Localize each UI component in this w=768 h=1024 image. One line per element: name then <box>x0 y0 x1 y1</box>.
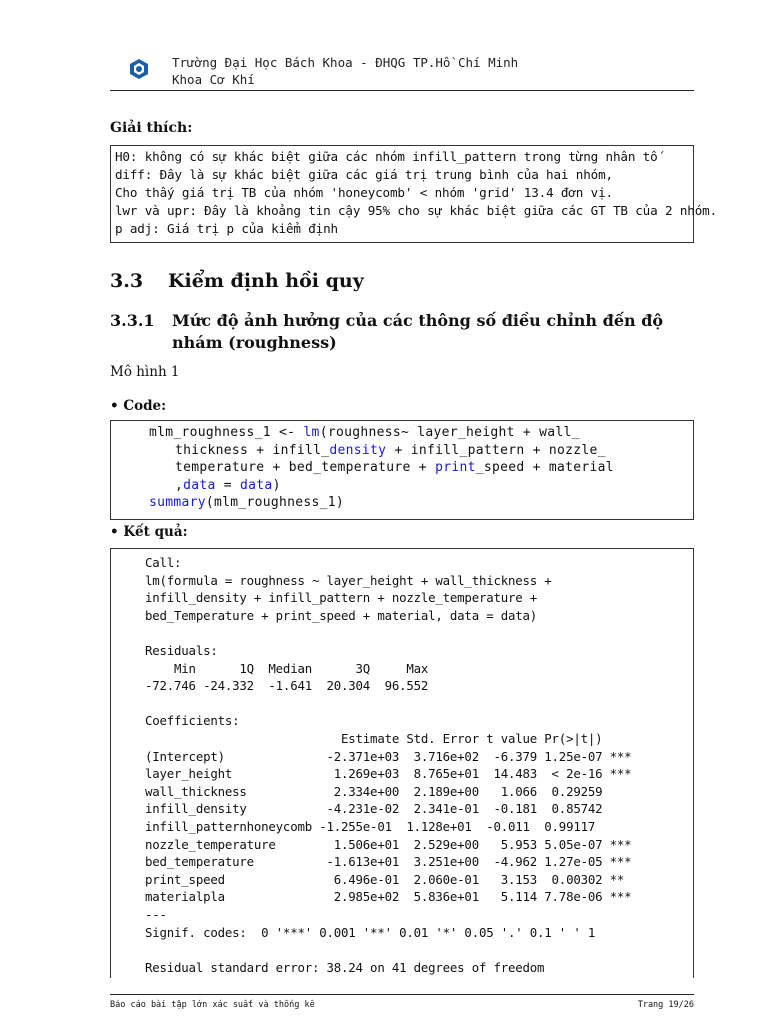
result-line: Call: <box>145 555 182 570</box>
code-line: ,data = data) <box>175 477 281 493</box>
header-text <box>172 54 518 88</box>
result-line: materialpla 2.985e+02 5.836e+01 5.114 7.78e-06 *** <box>145 889 632 905</box>
result-line: nozzle_temperature 1.506e+01 2.529e+00 5.953 5.05e-07 *** <box>145 836 632 852</box>
result-line: bed_Temperature + print_speed + material, data = data) <box>145 607 538 623</box>
result-line: infill_density -4.231e-02 2.341e-01 -0.181 0.85742 <box>145 801 603 817</box>
result-line: wall_thickness 2.334e+00 2.189e+00 1.066 0.29259 <box>145 783 603 799</box>
subsection-title-line1: Mức độ ảnh hưởng của các thông số điều chỉnh đến độ <box>172 311 664 330</box>
code-keyword: summary <box>149 495 206 510</box>
result-line: layer_height 1.269e+03 8.765e+01 14.483 < 2e-16 *** <box>145 766 632 782</box>
result-line: bed_temperature -1.613e+01 3.251e+00 -4.962 1.27e-05 *** <box>145 854 632 870</box>
code-box <box>110 420 694 520</box>
code-keyword: print <box>435 460 476 475</box>
result-line: Min 1Q Median 3Q Max <box>145 660 429 676</box>
result-line: Signif. codes: 0 '***' 0.001 '**' 0.01 '*' 0.05 '.' 0.1 ' ' 1 <box>145 924 596 940</box>
code-line: mlm_roughness_1 <- lm(roughness~ layer_height + wall_ <box>149 425 580 440</box>
code-keyword: lm <box>303 425 320 440</box>
result-line: Coefficients: <box>145 713 240 729</box>
explanation-heading: Giải thích: <box>110 120 193 136</box>
result-line: Residuals: <box>145 643 218 658</box>
university-logo-icon <box>128 58 150 80</box>
code-label: • Code: <box>110 398 167 414</box>
code-keyword: data <box>240 477 273 493</box>
code-keyword: density <box>329 442 387 458</box>
result-line: Estimate Std. Error t value Pr(>|t|) <box>145 731 603 746</box>
code-line: summary(mlm_roughness_1) <box>149 495 345 510</box>
header-faculty: Khoa Cơ Khí <box>172 72 255 87</box>
result-line: Residual standard error: 38.24 on 41 degrees of freedom <box>145 959 545 975</box>
code-line: thickness + infill_density + infill_pattern + nozzle_ <box>175 442 606 458</box>
header-university: Trường Đại Học Bách Khoa - ĐHQG TP.Hồ Chí Minh <box>172 55 519 70</box>
result-line: --- <box>145 907 167 922</box>
page-footer <box>110 994 694 1015</box>
result-line: lm(formula = roughness ~ layer_height + wall_thickness + <box>145 572 552 588</box>
footer-report-title: Báo cáo bài tập lớn xác suất và thống kê <box>110 1000 315 1010</box>
code-line: temperature + bed_temperature + print_speed + material <box>175 460 614 475</box>
section-title: Kiểm định hồi quy <box>168 270 364 292</box>
explanation-line: lwr và upr: Đây là khoảng tin cậy 95% cho sự khác biệt giữa các GT TB của 2 nhóm. <box>115 203 717 218</box>
result-box <box>110 548 694 978</box>
code-keyword: data <box>183 477 216 493</box>
page-header <box>110 50 694 91</box>
result-line: -72.746 -24.332 -1.641 20.304 96.552 <box>145 678 429 694</box>
explanation-line: diff: Đây là sự khác biệt giữa các giá trị trung bình của hai nhóm, <box>115 167 613 182</box>
explanation-box <box>110 145 717 243</box>
explanation-line: H0: không có sự khác biệt giữa các nhóm infill_pattern trong từng nhân tố <box>115 149 658 164</box>
explanation-line: p adj: Giá trị p của kiểm định <box>115 221 338 236</box>
footer-page-number: Trang 19/26 <box>637 1000 694 1010</box>
section-number: 3.3 <box>110 270 144 292</box>
result-line: infill_density + infill_pattern + nozzle_temperature + <box>145 590 538 606</box>
result-line: infill_patternhoneycomb -1.255e-01 1.128e+01 -0.011 0.99117 <box>145 819 596 834</box>
section-heading <box>110 270 364 292</box>
subsection-number: 3.3.1 <box>110 311 155 330</box>
subsection-title-line2: nhám (roughness) <box>172 333 337 352</box>
model-label: Mô hình 1 <box>110 364 180 380</box>
result-label: • Kết quả: <box>110 524 188 540</box>
result-line: print_speed 6.496e-01 2.060e-01 3.153 0.00302 ** <box>145 871 625 887</box>
explanation-line: Cho thấy giá trị TB của nhóm 'honeycomb' < nhóm 'grid' 13.4 đơn vị. <box>115 185 613 200</box>
result-line: (Intercept) -2.371e+03 3.716e+02 -6.379 1.25e-07 *** <box>145 748 632 764</box>
